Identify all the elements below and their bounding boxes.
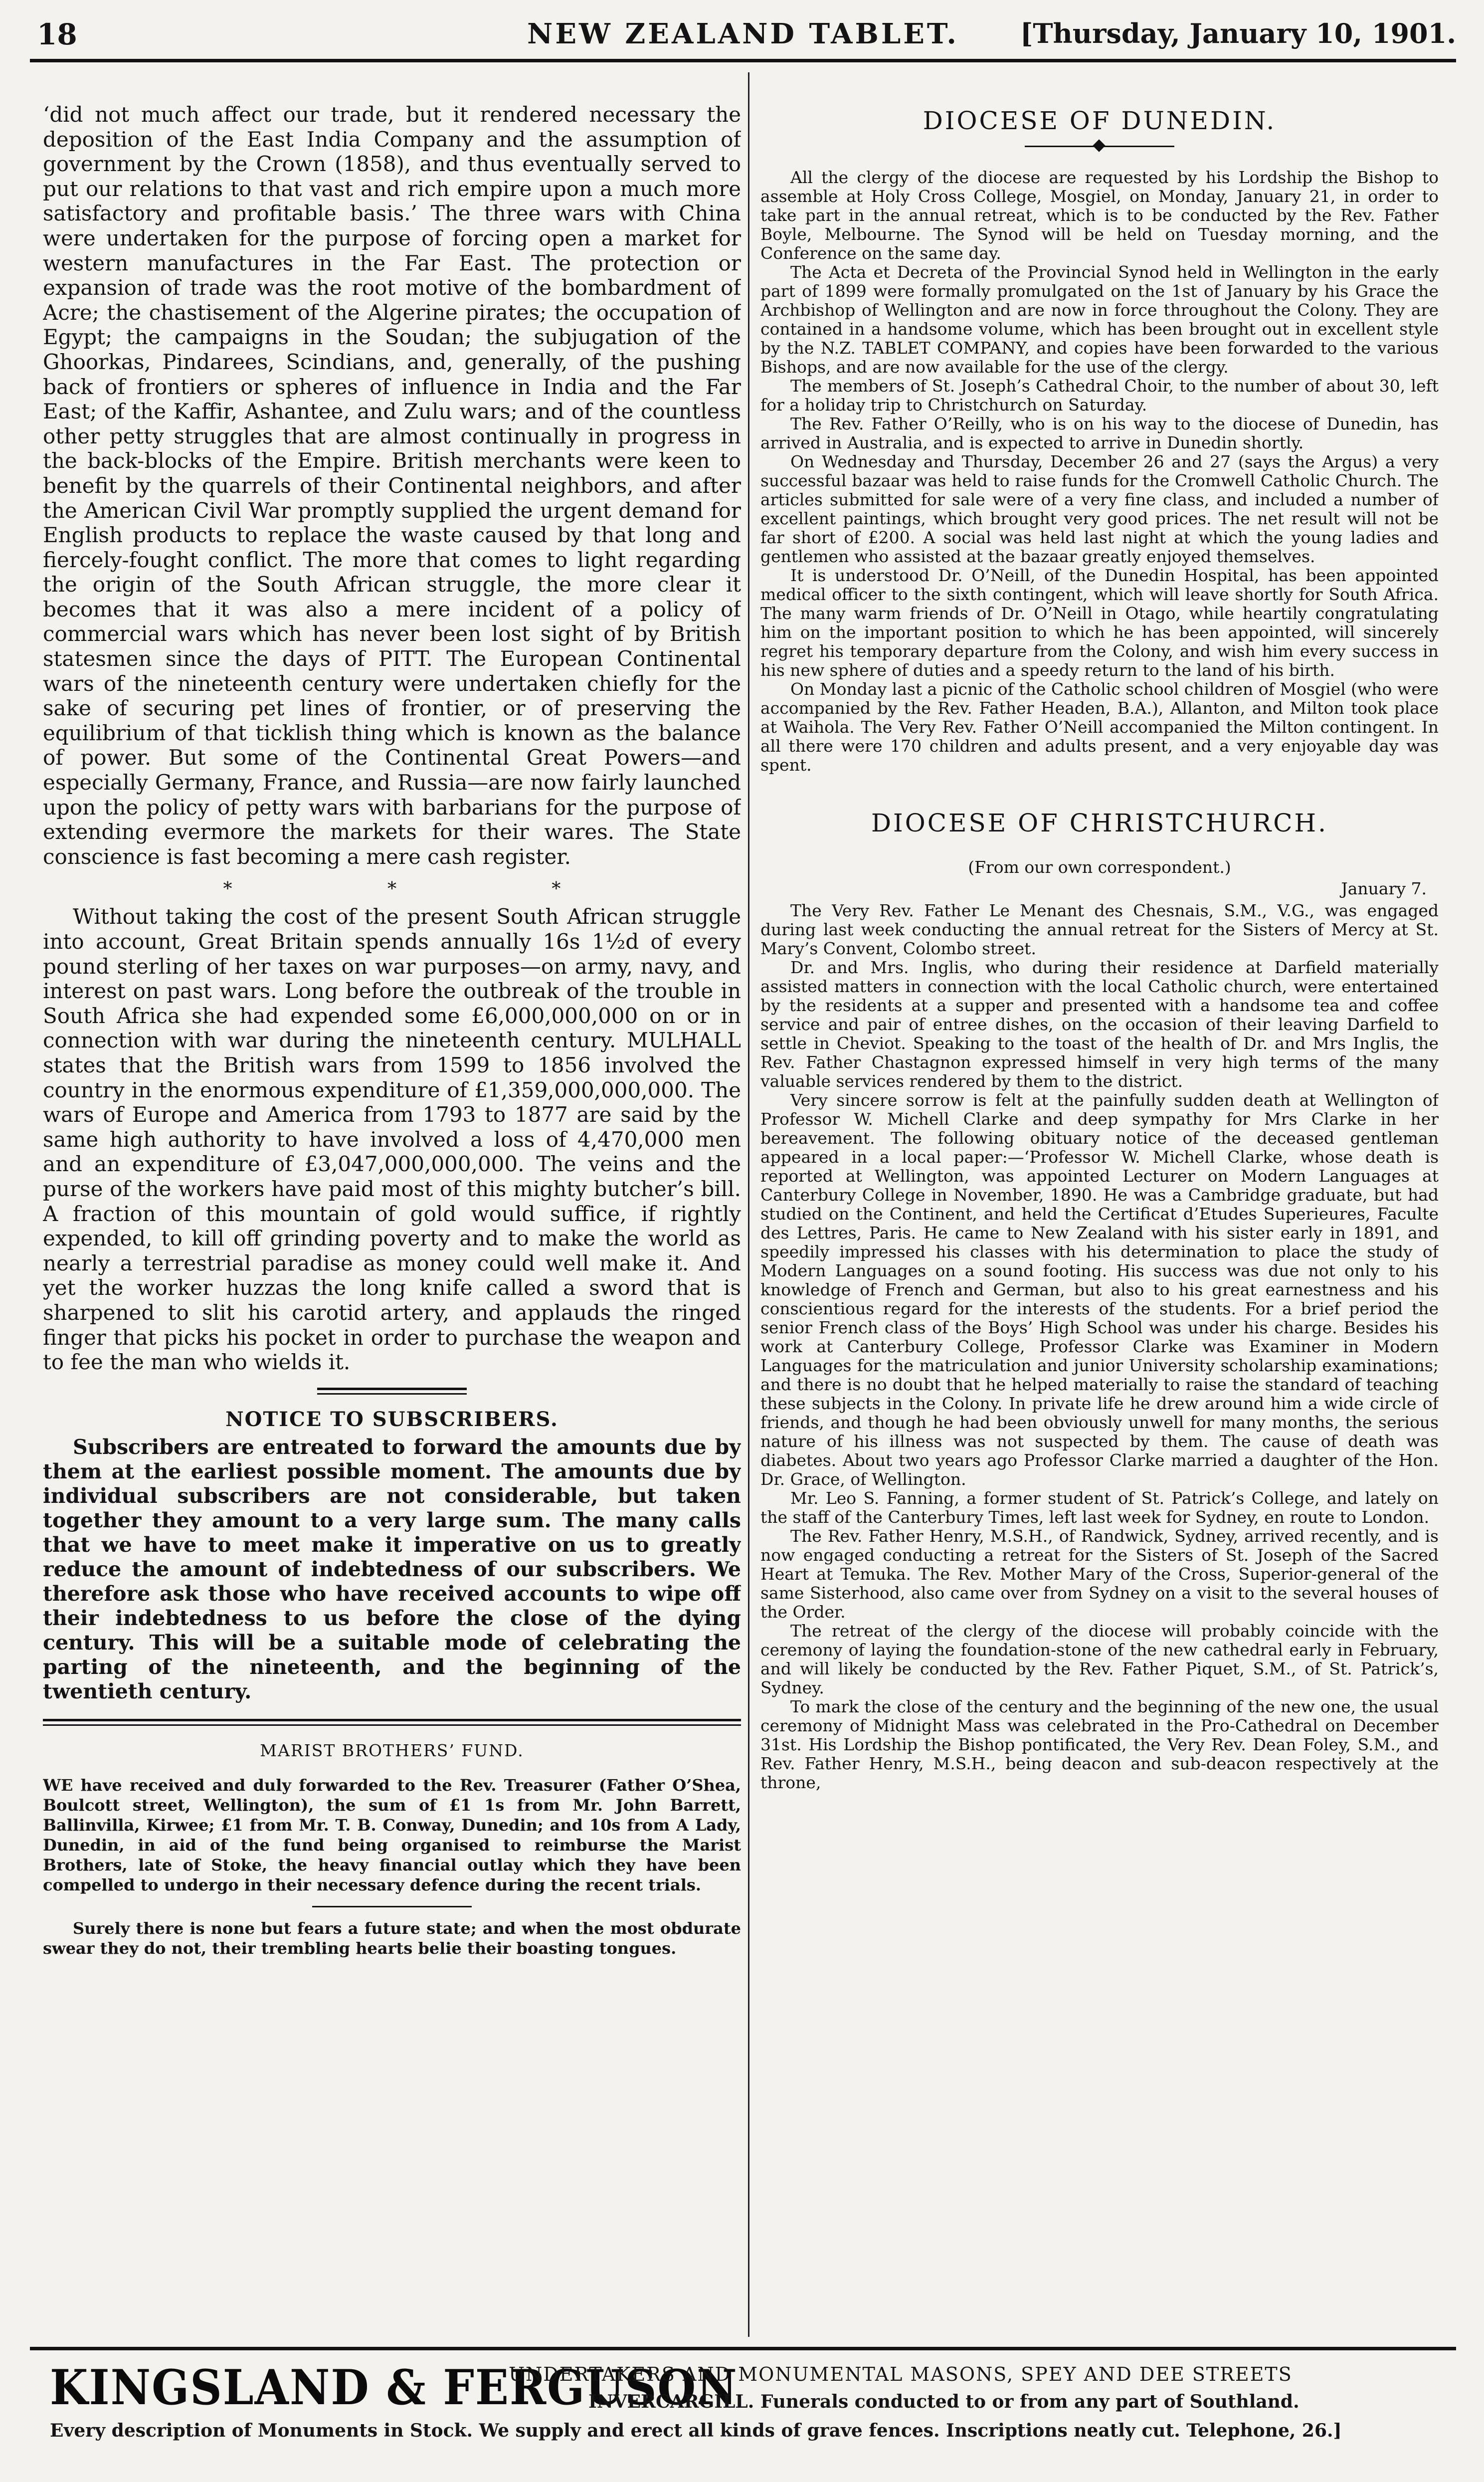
short-rule (312, 1906, 472, 1907)
advert-line-1: UNDERTAKERS AND MONUMENTAL MASONS, SPEY AND DEE STREETS (509, 2363, 1293, 2385)
dunedin-paragraph: The Acta et Decreta of the Provincial Synod held in Wellington in the early part of 1899 were formally promulgated on the 1st of January by his Grace the Archbishop of Wellington and are now in force throughout the Colony. They are contained in a handsome volume, which has been brought out in excellent style by the N.Z. TABLET COMPANY, and copies have been forwarded to the various Bishops, and are now available for the use of the clergy. (760, 262, 1439, 377)
page-header (30, 5, 1456, 60)
left-column (43, 102, 741, 2332)
dunedin-paragraph: On Monday last a picnic of the Catholic school children of Mosgiel (who were accompanied by the Rev. Father Headen, B.A.), Allanton, and Milton took place at Waihola. The Very Rev. Father O’Neill accompanied the Milton contingent. In all there were 170 children and adults present, and a very enjoyable day was spent. (760, 679, 1439, 775)
page-number: 18 (37, 17, 77, 51)
right-column (760, 102, 1439, 2332)
christchurch-paragraph: Very sincere sorrow is felt at the painfully sudden death at Wellington of Professor W. Michell Clarke and deep sympathy for Mrs Clarke in her bereavement. The following obituary notice of the deceased gentleman appeared in a local paper:—‘Professor W. Michell Clarke, whose death is reported at Wellington, was appointed Lecturer on Modern Languages at Canterbury College in November, 1890. He was a Cambridge graduate, but had studied on the Continent, and held the Certificat d’Etudes Superieures, Faculte des Lettres, Paris. He came to New Zealand with his sister early in 1891, and speedily impressed his classes with his determination to place the study of Modern Languages on a sound footing. His success was due not only to his knowledge of French and German, but also to his great earnestness and his conscientious regard for the interests of the students. For a brief period the senior French class of the Boys’ High School was under his charge. Besides his work at Canterbury College, Professor Clarke was Examiner in Modern Languages for the matriculation and junior University scholarship examinations; and there is no doubt that he helped materially to raise the standard of teaching these subjects in the Colony. In private life he drew around him a wide circle of friends, and though he had been obviously unwell for many months, the serious nature of his illness was not suspected by them. The cause of death was diabetes. About two years ago Professor Clarke married a daughter of the Hon. Dr. Grace, of Wellington. (760, 1090, 1439, 1489)
advert-brand: KINGSLAND & FERGUSON (50, 2358, 738, 2416)
advert-line-3: Every description of Monuments in Stock. We supply and erect all kinds of grave fences. Inscriptions neatly cut. Telephone, 26.] (50, 2420, 1342, 2441)
dunedin-paragraph: On Wednesday and Thursday, December 26 and 27 (says the Argus) a very successful bazaar was held to raise funds for the Cromwell Catholic Church. The articles submitted for sale were of a very fine class, and included a number of excellent paintings, which brought very good prices. The net result will not be far short of £200. A social was held last night at which the young ladies and gentlemen who assisted at the bazaar greatly enjoyed themselves. (760, 452, 1439, 566)
footer-rule (30, 2347, 1456, 2350)
section-rule (43, 1719, 741, 1726)
advertisement (30, 2358, 1456, 2458)
diamond-rule-icon (1025, 141, 1174, 151)
section-break-stars: * * * (223, 879, 636, 900)
fund-body: WE have received and duly forwarded to the Rev. Treasurer (Father O’Shea, Boulcott street, Wellington), the sum of £1 1s from Mr. John Barrett, Ballinvilla, Kirwee; £1 from Mr. T. B. Conway, Dunedin; and 10s from A Lady, Dunedin, in aid of the fund being organised to reimburse the Marist Brothers, late of Stoke, the heavy financial outlay which they have been compelled to undergo in their necessary defence during the recent trials. (43, 1775, 741, 1894)
correspondent-line: (From our own correspondent.) (968, 857, 1231, 877)
editorial-paragraph-2: Without taking the cost of the present South African struggle into account, Great Britain spends annually 16s 1½d of every pound sterling of her taxes on war purposes—on army, navy, and interest on past wars. Long before the outbreak of the trouble in South Africa she had expended some £6,000,000,000 on or in connection with war during the nineteenth century. MULHALL states that the British wars from 1599 to 1856 involved the country in the enormous expenditure of £1,359,000,000,000. The wars of Europe and America from 1793 to 1877 are said by the same high authority to have involved a loss of 4,470,000 men and an expenditure of £3,047,000,000,000. The veins and the purse of the workers have paid most of this mighty butcher’s bill. A fraction of this mountain of gold would suffice, if rightly expended, to kill off grinding poverty and to make the world as nearly a terrestrial paradise as money could well make it. And yet the worker huzzas the long knife called a sword that is sharpened to slit his carotid artery, and applauds the ringed finger that picks his pocket in order to purchase the weapon and to fee the man who wields it. (43, 904, 741, 1375)
issue-date: [Thursday, January 10, 1901. (1020, 17, 1456, 49)
editorial-paragraph-1: ‘did not much affect our trade, but it rendered necessary the deposition of the East India Company and the assumption of government by the Crown (1858), and thus eventually served to put our relations to that vast and rich empire upon a much more satisfactory and profitable basis.’ The three wars with China were undertaken for the purpose of forcing open a market for western manufactures in the Far East. The protection or expansion of trade was the root motive of the bombardment of Acre; the chastisement of the Algerine pirates; the occupation of Egypt; the campaigns in the Soudan; the subjugation of the Ghoorkas, Pindarees, Scindians, and, generally, of the pushing back of frontiers or spheres of influence in India and the Far East; of the Kaffir, Ashantee, and Zulu wars; and of the countless other petty struggles that are almost continually in progress in the back-blocks of the Empire. British merchants were keen to benefit by the quarrels of their Continental neighbors, and after the American Civil War promptly supplied the urgent demand for English products to replace the waste caused by that long and fiercely-fought conflict. The more that comes to light regarding the origin of the South African struggle, the more clear it becomes that it was also a mere incident of a policy of commercial wars which has never been lost sight of by British statesmen since the days of PITT. The European Continental wars of the nineteenth century were undertaken chiefly for the sake of securing pet lines of frontier, or of preserving the equilibrium of that ticklish thing which is known as the balance of power. But some of the Continental Great Powers—and especially Germany, France, and Russia—are now fairly launched upon the policy of petty wars with barbarians for the purpose of extending evermore the markets for their wares. The State conscience is fast becoming a mere cash register. (43, 102, 741, 869)
header-rule (30, 59, 1456, 62)
christchurch-paragraph: The Very Rev. Father Le Menant des Chesnais, S.M., V.G., was engaged during last week conducting the annual retreat for the Sisters of Mercy at St. Mary’s Convent, Colombo street. (760, 901, 1439, 958)
notice-title: NOTICE TO SUBSCRIBERS. (225, 1407, 558, 1431)
dunedin-paragraph: All the clergy of the diocese are requested by his Lordship the Bishop to assemble at Holy Cross College, Mosgiel, on Monday, January 21, in order to take part in the annual retreat, which is to be conducted by the Rev. Father Boyle, Melbourne. The Synod will be held on Tuesday morning, and the Conference on the same day. (760, 168, 1439, 263)
christchurch-paragraph: The retreat of the clergy of the diocese will probably coincide with the ceremony of laying the foundation-stone of the new cathedral early in February, and will likely be conducted by the Rev. Father Piquet, S.M., of St. Patrick’s, Sydney. (760, 1621, 1439, 1697)
column-divider (748, 72, 749, 2337)
christchurch-paragraph: The Rev. Father Henry, M.S.H., of Randwick, Sydney, arrived recently, and is now engaged conducting a retreat for the Sisters of St. Joseph of the Sacred Heart at Temuka. The Rev. Mother Mary of the Cross, Superior-general of the same Sisterhood, also came over from Sydney on a visit to the several houses of the Order. (760, 1526, 1439, 1622)
publication-title: NEW ZEALAND TABLET. (527, 17, 959, 50)
closing-quote: Surely there is none but fears a future state; and when the most obdurate swear they do not, their trembling hearts belie their boasting tongues. (43, 1918, 741, 1958)
christchurch-paragraph: To mark the close of the century and the beginning of the new one, the usual ceremony of Midnight Mass was celebrated in the Pro-Cathedral on December 31st. His Lordship the Bishop pontificated, the Very Rev. Dean Foley, S.M., and Rev. Father Henry, M.S.H., being deacon and sub-deacon respectively at the throne, (760, 1697, 1439, 1792)
christchurch-paragraph: Mr. Leo S. Fanning, a former student of St. Patrick’s College, and lately on the staff of the Canterbury Times, left last week for Sydney, en route to London. (760, 1488, 1439, 1527)
fund-title: MARIST BROTHERS’ FUND. (260, 1740, 524, 1760)
christchurch-title: DIOCESE OF CHRISTCHURCH. (871, 809, 1328, 837)
christchurch-paragraph: Dr. and Mrs. Inglis, who during their residence at Darfield materially assisted matters in connection with the local Catholic church, were entertained by the residents at a supper and presented with a handsome tea and coffee service and pair of entree dishes, on the occasion of their leaving Darfield to settle in Cheviot. Speaking to the toast of the health of Dr. and Mrs Inglis, the Rev. Father Chastagnon expressed himself in very high terms of the many valuable services rendered by them to the district. (760, 958, 1439, 1091)
dunedin-paragraph: The Rev. Father O’Reilly, who is on his way to the diocese of Dunedin, has arrived in Australia, and is expected to arrive in Dunedin shortly. (760, 414, 1439, 452)
dunedin-paragraph: The members of St. Joseph’s Cathedral Choir, to the number of about 30, left for a holiday trip to Christchurch on Saturday. (760, 376, 1439, 414)
dunedin-title: DIOCESE OF DUNEDIN. (923, 106, 1277, 135)
advert-line-2: INVERCARGILL. Funerals conducted to or from any part of Southland. (588, 2391, 1299, 2412)
spacer (760, 775, 1439, 805)
notice-body: Subscribers are entreated to forward the amounts due by them at the earliest possible moment. The amounts due by individual subscribers are not considerable, but taken together they amount to a very large sum. The many calls that we have to meet make it imperative on us to greatly reduce the amount of indebtedness of our subscribers. We therefore ask those who have received accounts to wipe off their indebtedness to us before the close of the dying century. This will be a suitable mode of celebrating the parting of the nineteenth, and the beginning of the twentieth century. (43, 1435, 741, 1703)
dateline: January 7. (1341, 879, 1427, 898)
dunedin-paragraph: It is understood Dr. O’Neill, of the Dunedin Hospital, has been appointed medical officer to the sixth contingent, which will leave shortly for South Africa. The many warm friends of Dr. O’Neill in Otago, while heartily congratulating him on the important position to which he has been appointed, will sincerely regret his temporary departure from the Colony, and wish him every success in his new sphere of duties and a speedy return to the land of his birth. (760, 566, 1439, 680)
double-rule (317, 1388, 467, 1395)
